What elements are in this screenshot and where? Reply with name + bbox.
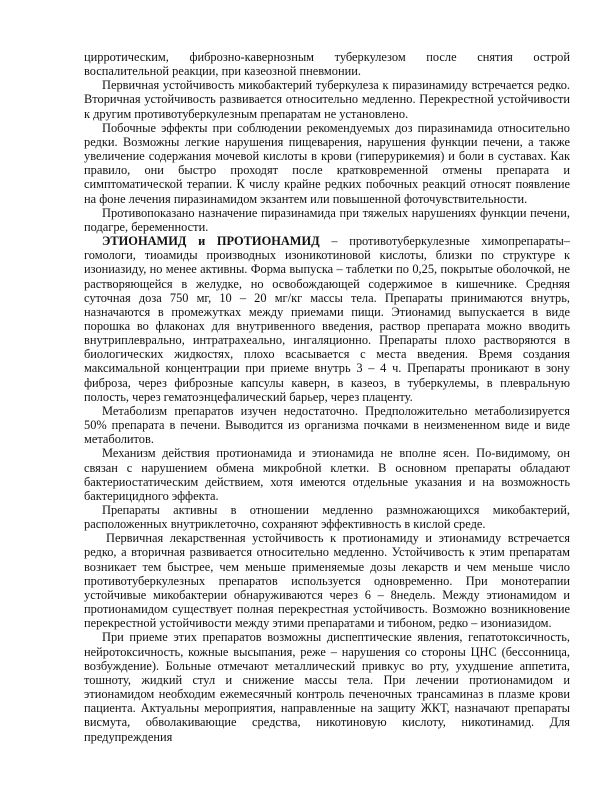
paragraph-mechanism [84,446,570,503]
paragraph-metabolism [84,404,570,446]
conjunction: и [186,234,217,249]
paragraph-text: Метаболизм препаратов изучен недостаточно. Предположительно метаболизируется 50% препарата в печени. Выводится из организма почками в неизмененном виде и виде метаболитов. [84,403,570,447]
paragraph-text: цирротическим, фиброзно-кавернозным туберкулезом после снятия острой воспалительной реакции, при казеозной пневмонии. [84,50,570,79]
paragraph-text: Первичная лекарственная устойчивость к протионамиду и этионамиду встречается редко, а вторичная развивается относительно медленно. Устойчивость к этим препаратам возникает тем быстрее, чем меньше применяемые дозы лекарств и чем меньше число противотуберкулезных препаратов используется одновременно. При монотерапии устойчивые микобактерии обнаруживаются через 6 – 8недель. Между этионамидом и протионамидом существует полная перекрестная устойчивость. Возможно возникновение перекрестной устойчивости между этими препаратами и тибоном, редко – изониазидом. [84,531,570,631]
paragraph-pyrazinamide-contraindications [84,206,570,234]
paragraph-pyrazinamide-resistance [84,78,570,120]
paragraph-text: При приеме этих препаратов возможны диспептические явления, гепатотоксичность, нейротоксичность, кожные высыпания, реже – нарушения со стороны ЦНС (бессонница, возбуждение). Больные отмечают металлический привкус во рту, ухудшение аппетита, тошноту, жидкий стул и снижение массы тела. При лечении протионамидом и этионамидом необходим ежемесячный контроль печеночных трансаминаз в плазме крови пациента. Актуальны мероприятия, направленные на защиту ЖКТ, назначают препараты висмута, обволакивающие средства, никотиновую кислоту, никотинамид. Для предупреждения [84,630,570,744]
paragraph-pyrazinamide-indications-end [84,50,570,78]
paragraph-text: Препараты активны в отношении медленно размножающихся микобактерий, расположенных внутриклеточно, сохраняют эффективность в кислой среде. [84,503,570,532]
drug-term-prothionamide: ПРОТИОНАМИД [216,234,320,249]
paragraph-drug-resistance [84,531,570,630]
paragraph-activity [84,503,570,531]
paragraph-text: Противопоказано назначение пиразинамида при тяжелых нарушениях функции печени, подагре, беременности. [84,205,570,234]
drug-term-ethionamide: ЭТИОНАМИД [102,234,187,249]
paragraph-text: Первичная устойчивость микобактерий туберкулеза к пиразинамиду встречается редко. Вторичная устойчивость развивается относительно медленно. Перекрестной устойчивости к другим противотуберкулезным препаратам не установлено. [84,78,570,121]
paragraph-adverse-effects [84,630,570,743]
paragraph-ethionamide-prothionamide-intro [84,234,570,404]
document-page [84,50,570,744]
paragraph-text: Механизм действия протионамида и этионамида не вполне ясен. По-видимому, он связан с нарушением обмена микробной клетки. В основном препараты обладают бактериостатическим действием, хотя имеются отдельные указания и на возможность бактерицидного эффекта. [84,446,570,503]
paragraph-pyrazinamide-side-effects [84,121,570,206]
paragraph-text: – противотуберкулезные химопрепараты–гомологи, тиоамиды производных изоникотиновой кислоты, близки по структуре к изониазиду, но менее активны. Форма выпуска – таблетки по 0,25, покрытые оболочкой, не растворяющейся в желудке, но освобождающей содержимое в кишечнике. Средняя суточная доза 750 мг, 10 – 20 мг/кг массы тела. Препараты принимаются внутрь, назначаются в промежутках между приемами пищи. Этионамид выпускается в виде порошка во флаконах для внутривенного введения, раствор препарата можно вводить внутриплеврально, интратрахеально, ингаляционно. Препараты плохо растворяются в биологических жидкостях, плохо всасывается с места введения. Время создания максимальной концентрации при приеме внутрь 3 – 4 ч. Препараты проникают в зону фиброза, через фиброзные капсулы каверн, в казеоз, в туберкулемы, в плевральную полость, через гематоэнцефалический барьер, через плаценту. [84,234,570,404]
paragraph-text: Побочные эффекты при соблюдении рекомендуемых доз пиразинамида относительно редки. Возможны легкие нарушения пищеварения, нарушения функции печени, а также увеличение содержания мочевой кислоты в крови (гиперурикемия) и боли в суставах. Как правило, они быстро проходят после кратковременной отмены препарата и симптоматической терапии. К числу крайне редких побочных реакций относят появление на фоне лечения пиразинамидом экзантем или повышенной фоточувствительности. [84,120,570,206]
